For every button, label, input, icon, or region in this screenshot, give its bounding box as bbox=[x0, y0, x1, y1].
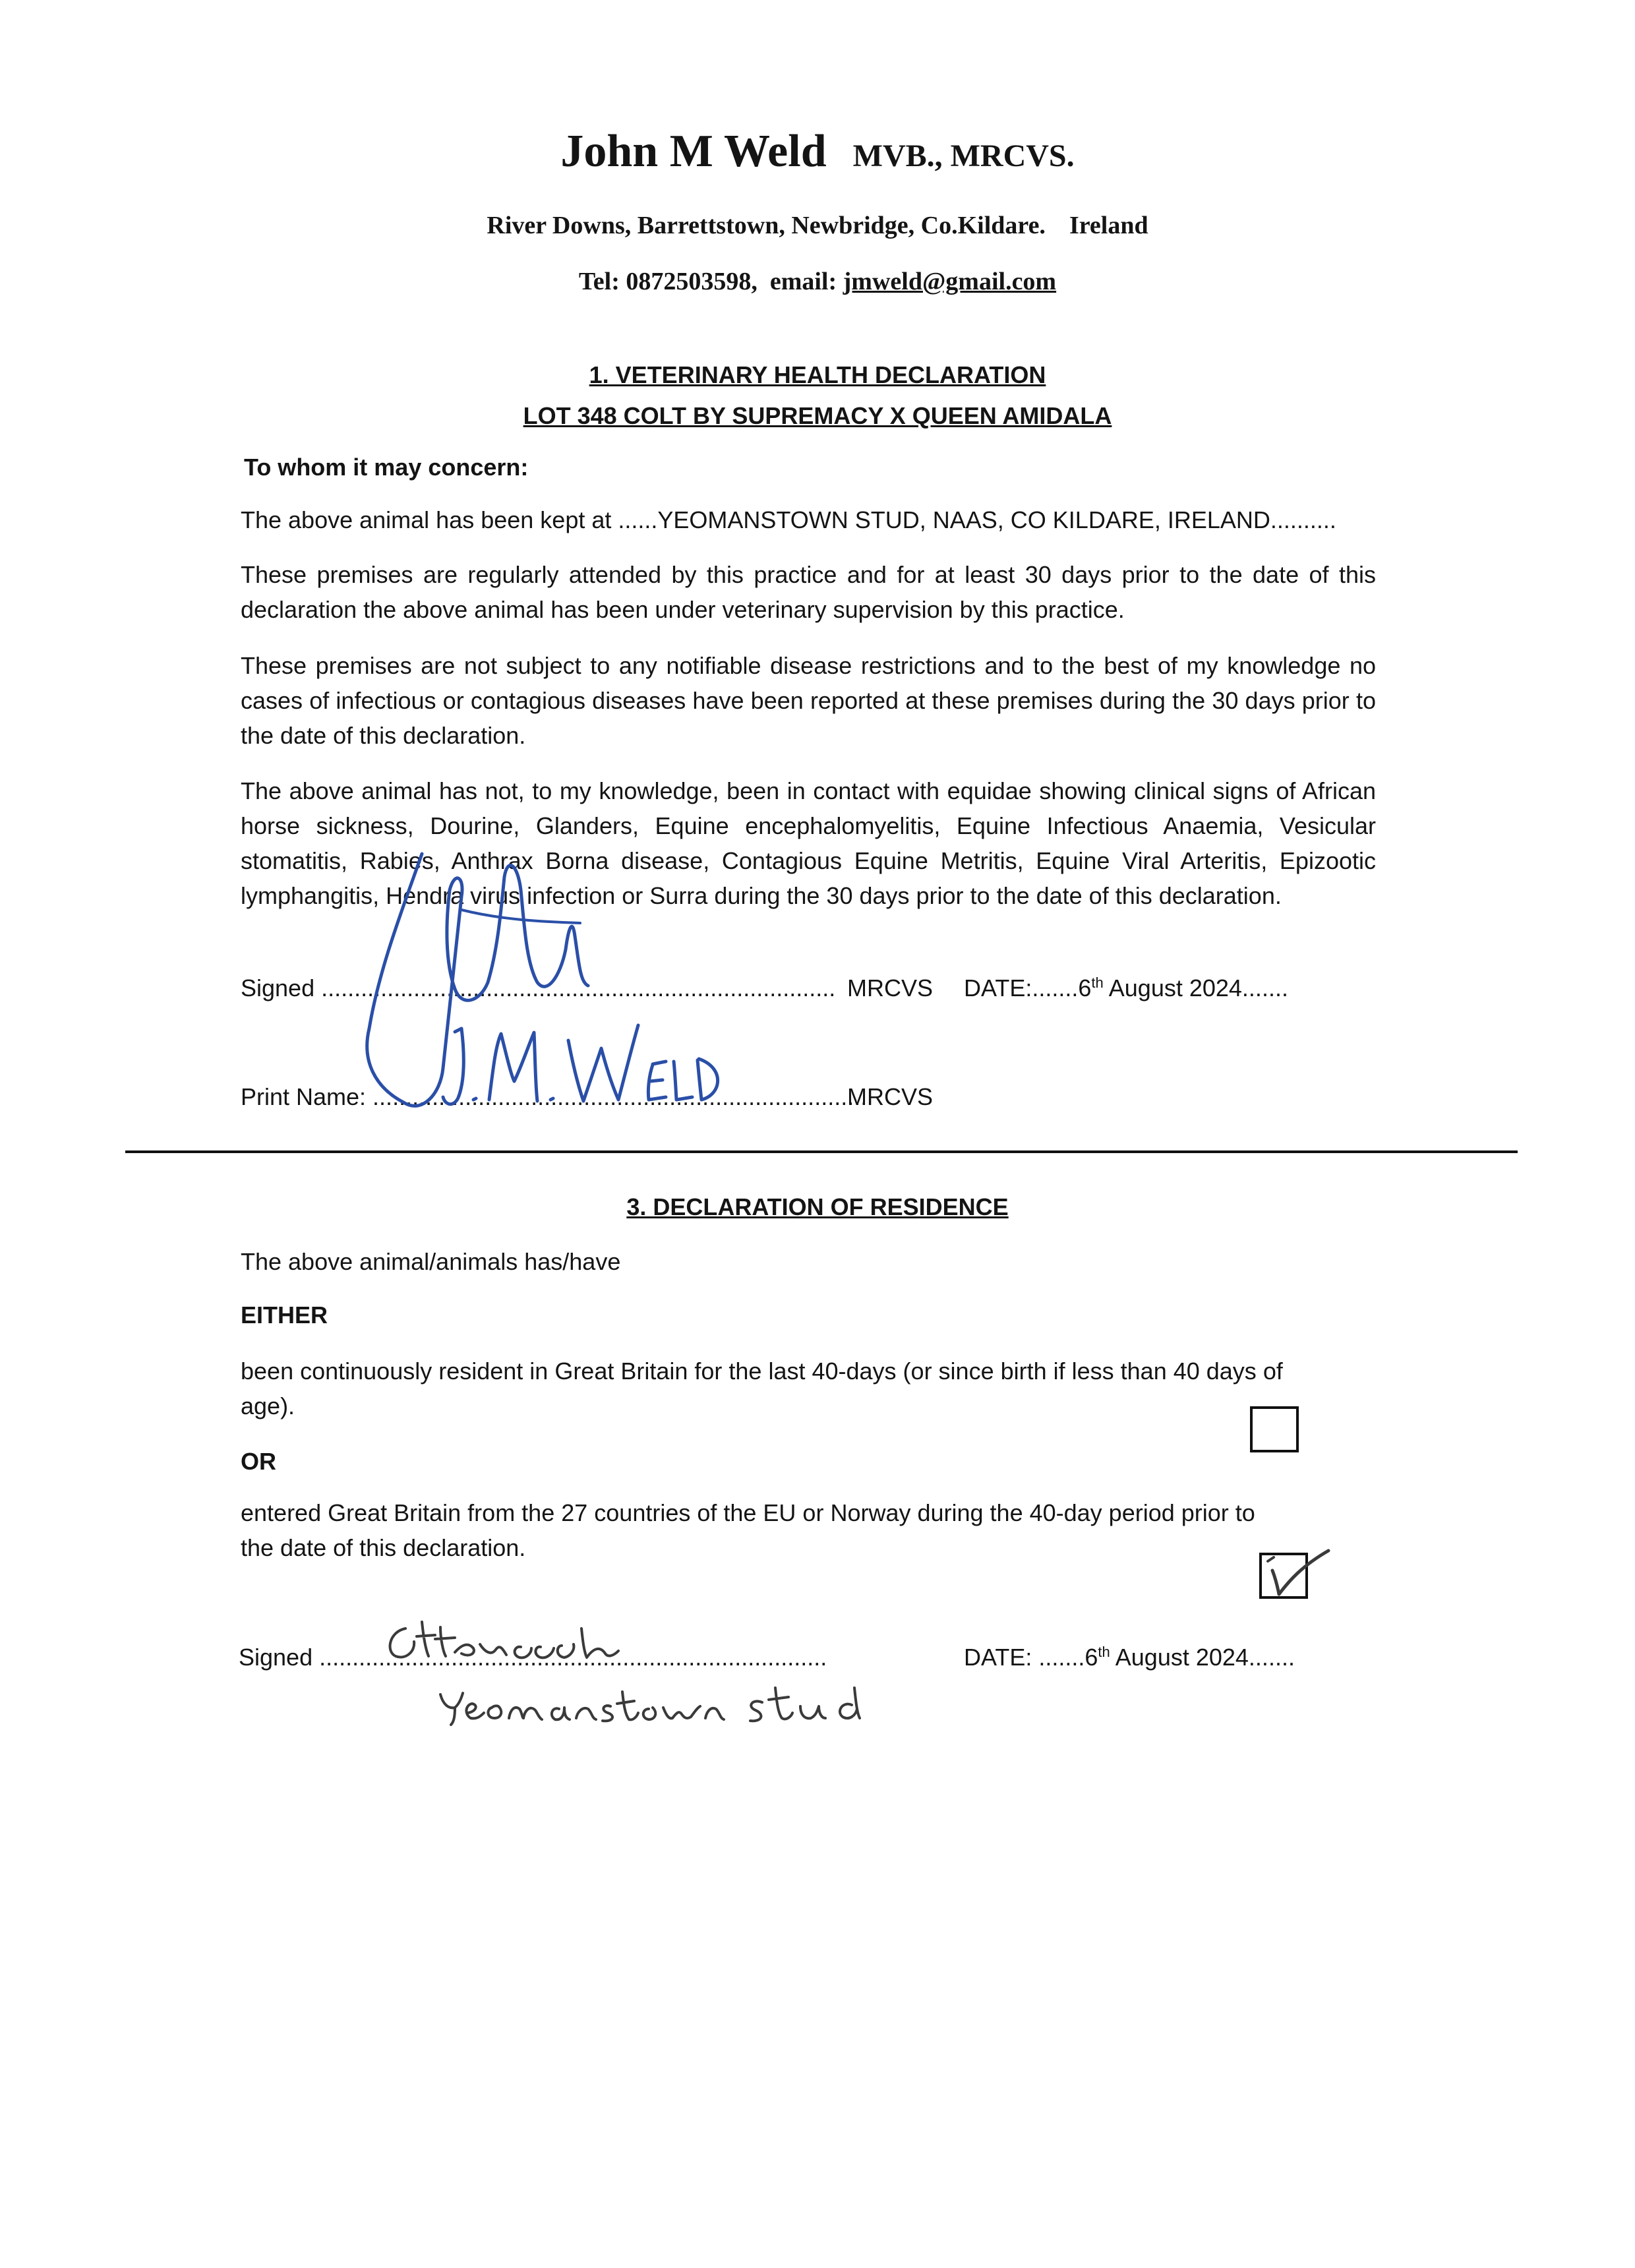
vet-signed-suffix: MRCVS bbox=[847, 974, 934, 1001]
letterhead-contact bbox=[0, 267, 1635, 296]
section1-title: 1. VETERINARY HEALTH DECLARATION bbox=[589, 361, 1046, 388]
option2-checkbox[interactable] bbox=[1259, 1553, 1308, 1599]
print-name-suffix: MRCVS bbox=[847, 1083, 934, 1110]
option2-text: entered Great Britain from the 27 countries of the EU or Norway during the 40-day period prior to bbox=[241, 1499, 1255, 1526]
email-link[interactable]: jmweld@gmail.com bbox=[843, 268, 1057, 295]
salutation: To whom it may concern: bbox=[244, 454, 529, 481]
vet-qualifications: MVB., MRCVS. bbox=[852, 138, 1075, 173]
or-label: OR bbox=[241, 1448, 276, 1475]
address-text: River Downs, Barrettstown, Newbridge, Co.Kildare. bbox=[487, 212, 1046, 239]
residence-intro: The above animal/animals has/have bbox=[241, 1248, 621, 1275]
vet-date-sup: th bbox=[1091, 974, 1104, 991]
address-country: Ireland bbox=[1069, 212, 1148, 239]
vet-date-prefix: DATE:.......6 bbox=[964, 974, 1092, 1001]
owner-signed-line: Signed ............................................................................. bbox=[239, 1644, 827, 1671]
letterhead-address bbox=[0, 211, 1635, 240]
option1-text: been continuously resident in Great Britain for the last 40-days (or since birth if less than 40 days of bbox=[241, 1358, 1283, 1385]
either-label: EITHER bbox=[241, 1301, 328, 1328]
vet-date-suffix: August 2024....... bbox=[1103, 974, 1288, 1001]
owner-date bbox=[964, 1640, 1295, 1675]
supervision-paragraph: These premises are regularly attended by this practice and for at least 30 days prior to the date of this declaration the above animal has been under veterinary supervision by this practice. bbox=[241, 561, 1376, 623]
telephone: Tel: 0872503598, bbox=[578, 268, 758, 295]
section-divider bbox=[125, 1150, 1518, 1153]
disease-restrictions-paragraph: These premises are not subject to any notifiable disease restrictions and to the best of my knowledge no cases of infectious or contagious diseases have been reported at these premises during the 30 days prior to the date of this declaration. bbox=[241, 652, 1376, 749]
lot-description: LOT 348 COLT BY SUPREMACY X QUEEN AMIDALA bbox=[523, 402, 1112, 429]
option1-checkbox[interactable] bbox=[1250, 1406, 1299, 1452]
letterhead-name bbox=[0, 125, 1635, 178]
print-name-line: Print Name: ........................................................................... bbox=[241, 1083, 868, 1110]
option1-text-cont: age). bbox=[241, 1392, 295, 1419]
section3-title: 3. DECLARATION OF RESIDENCE bbox=[626, 1193, 1009, 1220]
email-label: email: bbox=[769, 268, 837, 295]
owner-date-sup: th bbox=[1098, 1644, 1110, 1660]
kept-at-statement: The above animal has been kept at ......YEOMANSTOWN STUD, NAAS, CO KILDARE, IRELAND.......... bbox=[241, 506, 1336, 533]
owner-date-prefix: DATE: .......6 bbox=[964, 1644, 1098, 1671]
vet-date bbox=[964, 970, 1288, 1005]
owner-signer-handwriting bbox=[440, 1688, 860, 1725]
owner-date-suffix: August 2024....... bbox=[1110, 1644, 1295, 1671]
contact-paragraph: The above animal has not, to my knowledge, been in contact with equidae showing clinical signs of African horse sickness, Dourine, Glanders, Equine encephalomyelitis, Equine Infectious Anaemia, Vesicular stomatitis, Rabies, Anthrax Borna disease, Contagious Equine Metritis, Equine Viral Arteritis, Epizootic lymphangitis, Hendra virus infection or Surra during the 30 days prior to the date of this declaration. bbox=[241, 777, 1376, 909]
option2-text-cont: the date of this declaration. bbox=[241, 1534, 526, 1561]
vet-signed-line: Signed .............................................................................. bbox=[241, 974, 836, 1001]
vet-name: John M Weld bbox=[560, 126, 827, 177]
